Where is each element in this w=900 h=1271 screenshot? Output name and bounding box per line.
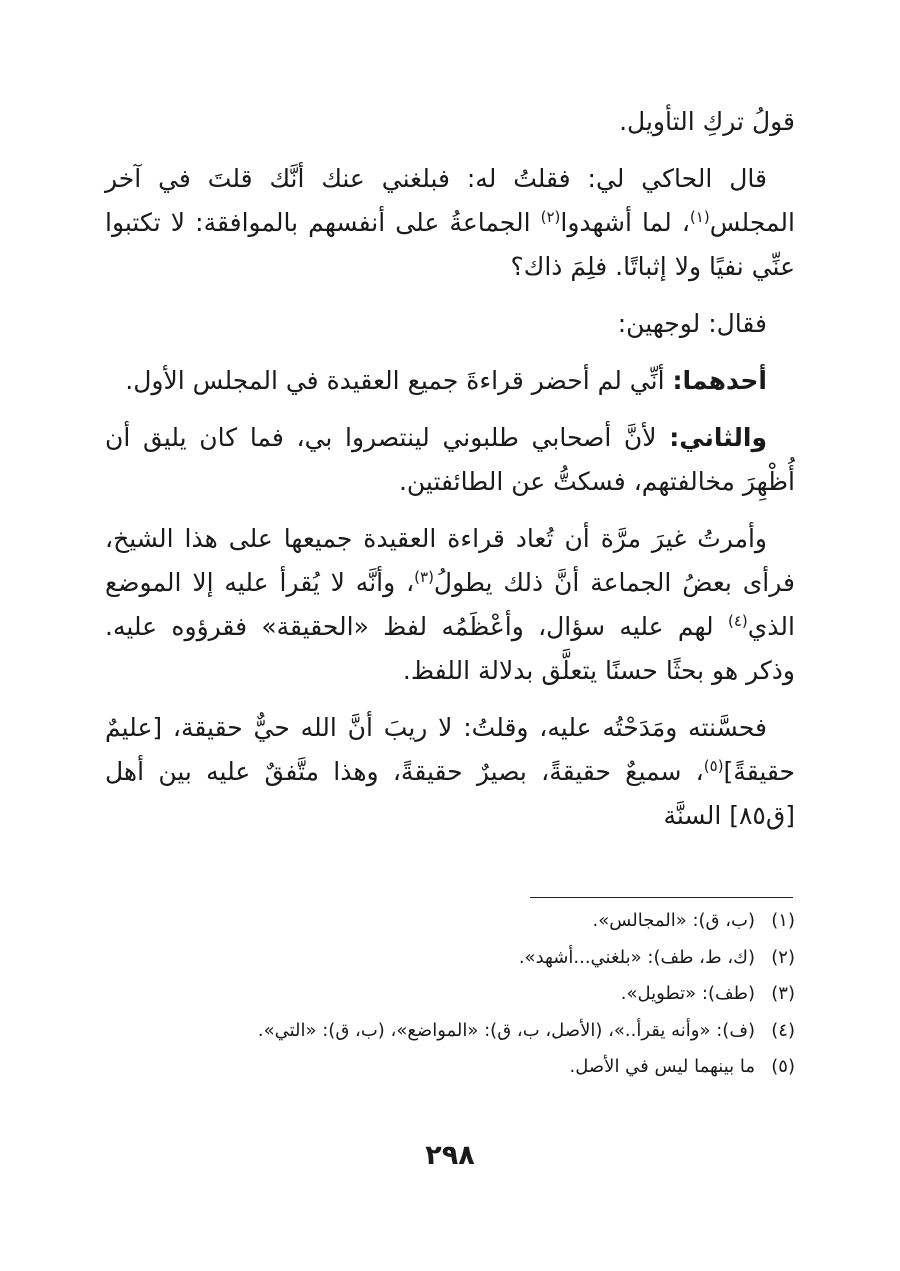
footnote-5 <box>140 1049 795 1086</box>
text-segment: الجماعةُ على أنفسهم بالموافقة: لا تكتبوا عنِّي نفيًا ولا إثباتًا. فلِمَ ذاك؟ <box>105 208 795 281</box>
paragraph-4 <box>105 359 795 403</box>
footnote-text: ما بينهما ليس في الأصل. <box>569 1056 755 1077</box>
footnote-ref-2: (٢) <box>540 208 561 226</box>
footnote-text: (طف): «تطويل». <box>620 983 755 1004</box>
footnotes <box>140 903 795 1086</box>
footnote-number: (١) <box>771 910 795 931</box>
footnote-ref-1: (١) <box>689 208 710 226</box>
footnote-ref-3: (٣) <box>414 568 434 586</box>
text-segment: ، وأنَّه لا يُقرأ عليه إلا الموضع الذي <box>105 568 795 641</box>
paragraph-5 <box>105 416 795 504</box>
footnote-text: (ب، ق): «المجالس». <box>592 910 755 931</box>
footnote-text: (ف): «وأنه يقرأ..»، (الأصل، ب، ق): «المواضع»، (ب، ق): «التي». <box>257 1019 755 1041</box>
footnote-number: (٥) <box>771 1056 795 1077</box>
paragraph-lead: والثاني: <box>669 423 767 452</box>
footnote-number: (٤) <box>771 1019 795 1041</box>
footnote-number: (٣) <box>771 983 795 1004</box>
footnote-4 <box>140 1013 795 1050</box>
text-segment: ، لما أشهدوا <box>560 208 690 237</box>
paragraph-2 <box>105 157 795 289</box>
text-segment: لهم عليه سؤال، وأعْظَمُه لفظ «الحقيقة» فقرؤوه عليه. وذكر هو بحثًا حسنًا يتعلَّق بدلالة اللفظ. <box>105 612 795 685</box>
text-segment: لأنَّ أصحابي طلبوني لينتصروا بي، فما كان يليق أن أُظْهِرَ مخالفتهم، فسكتُّ عن الطائفتين. <box>105 423 795 496</box>
footnote-ref-4: (٤) <box>727 612 748 630</box>
text-segment: فحسَّنته ومَدَحْتُه عليه، وقلتُ: لا ريبَ أنَّ الله حيٌّ حقيقة، [عليمٌ حقيقةً] <box>105 713 795 786</box>
footnote-separator <box>530 897 793 898</box>
paragraph-lead: أحدهما: <box>672 366 767 395</box>
page-number: ٢٩٨ <box>425 1140 475 1171</box>
paragraph-7 <box>105 706 795 838</box>
footnote-text: (ك، ط، طف): «بلغني...أشهد». <box>518 946 755 968</box>
main-text <box>105 100 795 851</box>
paragraph-6 <box>105 517 795 693</box>
text-segment: قال الحاكي لي: فقلتُ له: فبلغني عنك أنَّك قلتَ في آخر المجلس <box>105 164 795 237</box>
footnote-number: (٢) <box>771 946 795 968</box>
footnote-ref-5: (٥) <box>703 757 724 775</box>
footnote-1 <box>140 903 795 940</box>
text-segment: أنِّي لم أحضر قراءةَ جميع العقيدة في المجلس الأول. <box>125 366 673 395</box>
paragraph-1: قولُ تركِ التأويل. <box>619 107 795 136</box>
footnote-2 <box>140 940 795 977</box>
text-segment: ، سميعٌ حقيقةً، بصيرٌ حقيقةً، وهذا متَّفقٌ عليه بين أهل [ق٨٥] السنَّة <box>105 757 795 830</box>
footnote-3 <box>140 976 795 1013</box>
text-segment: وأمرتُ غيرَ مرَّة أن تُعاد قراءة العقيدة جميعها على هذا الشيخ، فرأى بعضُ الجماعة أنَّ ذلك يطولُ <box>105 524 795 597</box>
paragraph-3: فقال: لوجهين: <box>617 309 767 338</box>
